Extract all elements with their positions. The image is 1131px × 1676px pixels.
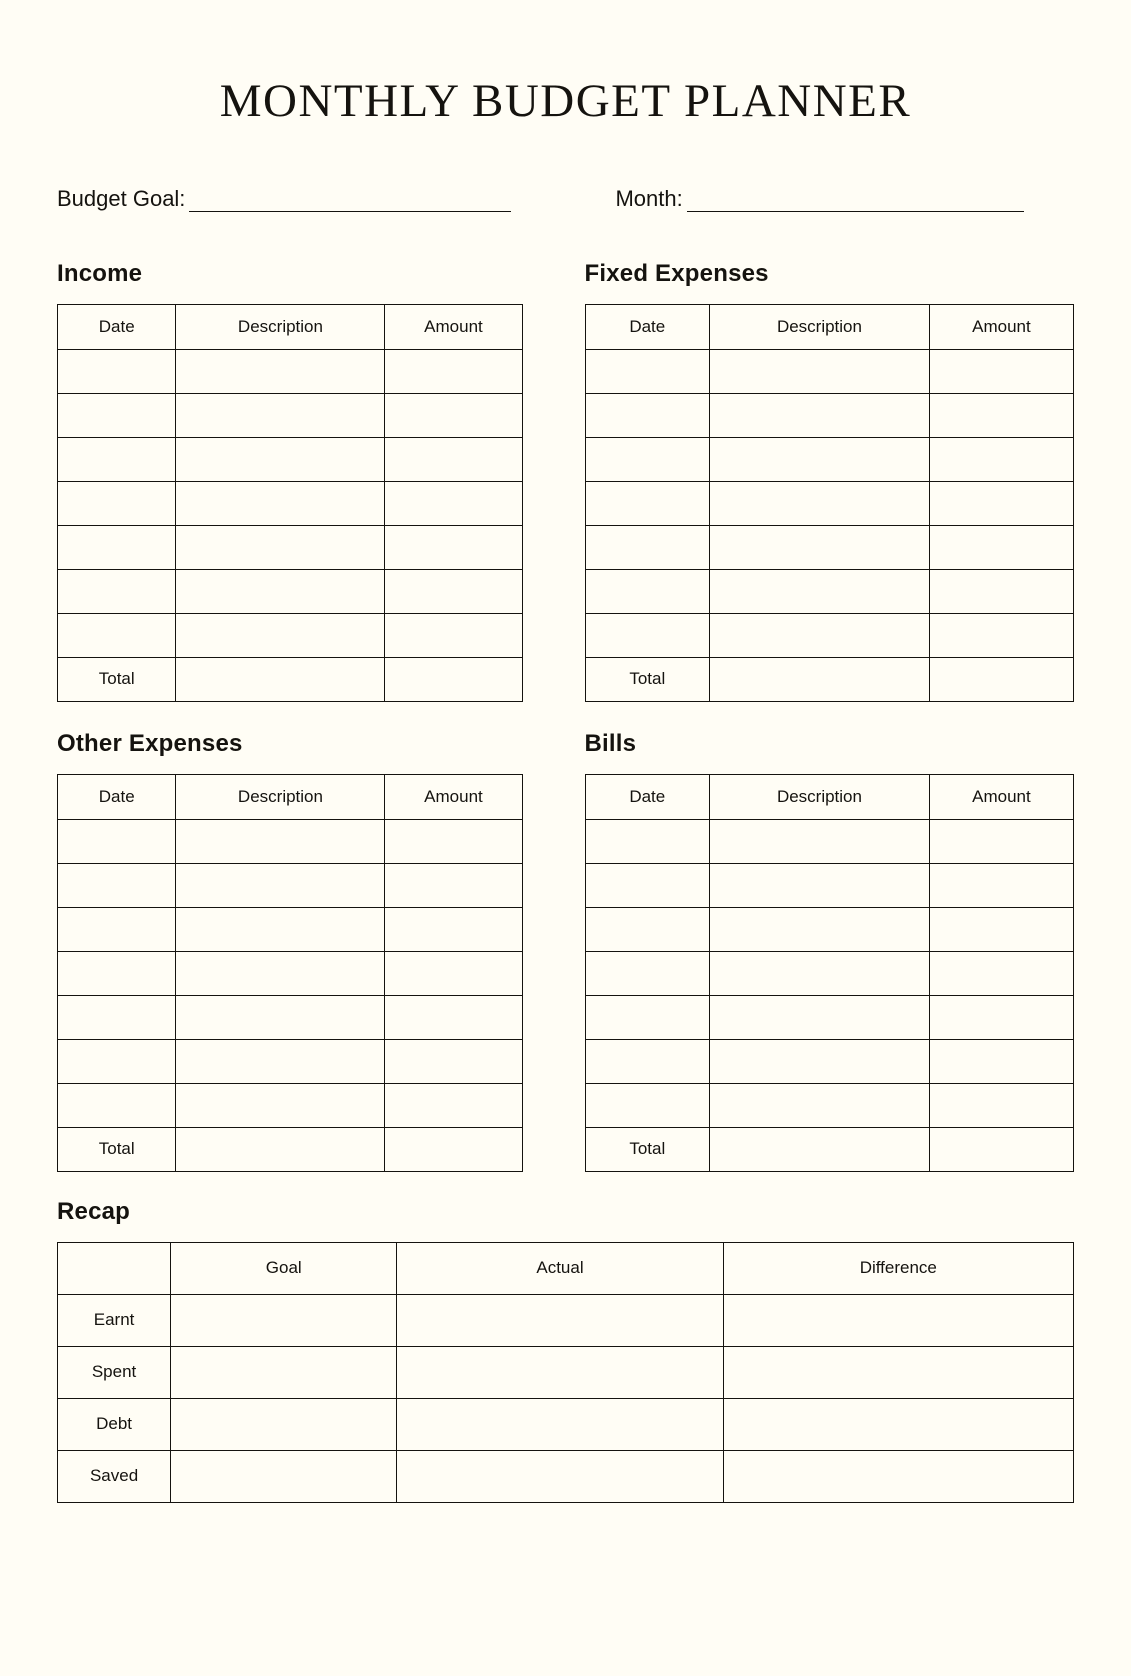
column-header-date: Date (58, 774, 176, 819)
cell-amount[interactable] (385, 1039, 522, 1083)
total-description[interactable] (710, 657, 930, 701)
table-header-row (585, 304, 1074, 349)
cell-actual[interactable] (397, 1450, 723, 1502)
meta-row (57, 186, 1074, 212)
cell-description[interactable] (176, 995, 385, 1039)
column-header-amount: Amount (929, 774, 1073, 819)
cell-amount[interactable] (929, 907, 1073, 951)
budget-goal-field[interactable] (57, 186, 511, 212)
cell-amount[interactable] (929, 951, 1073, 995)
total-label: Total (585, 657, 710, 701)
column-header-goal: Goal (171, 1242, 397, 1294)
cell-description[interactable] (710, 481, 930, 525)
table-total-row (585, 657, 1074, 701)
total-description[interactable] (710, 1127, 930, 1171)
row-label-spent: Spent (58, 1346, 171, 1398)
cell-date[interactable] (58, 481, 176, 525)
cell-actual[interactable] (397, 1398, 723, 1450)
total-label: Total (58, 1127, 176, 1171)
cell-amount[interactable] (929, 393, 1073, 437)
cell-description[interactable] (710, 613, 930, 657)
table-header-row (585, 774, 1074, 819)
cell-date[interactable] (585, 525, 710, 569)
cell-description[interactable] (176, 437, 385, 481)
budget-goal-input[interactable] (189, 189, 511, 212)
cell-description[interactable] (176, 1083, 385, 1127)
table-row (58, 951, 523, 995)
cell-amount[interactable] (385, 525, 522, 569)
table-row (585, 863, 1074, 907)
column-header-date: Date (585, 304, 710, 349)
cell-description[interactable] (710, 349, 930, 393)
row-label-debt: Debt (58, 1398, 171, 1450)
table-row (58, 525, 523, 569)
cell-amount[interactable] (929, 481, 1073, 525)
cell-goal[interactable] (171, 1294, 397, 1346)
cell-amount[interactable] (929, 437, 1073, 481)
month-input[interactable] (687, 189, 1024, 212)
table-row (58, 1083, 523, 1127)
total-description[interactable] (176, 657, 385, 701)
cell-amount[interactable] (385, 437, 522, 481)
cell-amount[interactable] (929, 1083, 1073, 1127)
cell-date[interactable] (58, 863, 176, 907)
table-row (58, 613, 523, 657)
table-row (585, 349, 1074, 393)
cell-date[interactable] (58, 1039, 176, 1083)
cell-amount[interactable] (385, 863, 522, 907)
cell-description[interactable] (710, 951, 930, 995)
cell-date[interactable] (58, 349, 176, 393)
section-bills-heading: Bills (584, 729, 637, 757)
cell-goal[interactable] (171, 1346, 397, 1398)
cell-date[interactable] (58, 951, 176, 995)
cell-description[interactable] (176, 525, 385, 569)
table-row (585, 907, 1074, 951)
cell-difference[interactable] (723, 1294, 1073, 1346)
cell-amount[interactable] (385, 1083, 522, 1127)
table-row (585, 995, 1074, 1039)
cell-date[interactable] (58, 525, 176, 569)
cell-description[interactable] (176, 1039, 385, 1083)
table-total-row (585, 1127, 1074, 1171)
cell-description[interactable] (176, 863, 385, 907)
table-row (58, 349, 523, 393)
section-income (57, 260, 566, 702)
cell-amount[interactable] (929, 349, 1073, 393)
column-header-amount: Amount (385, 304, 522, 349)
table-total-row (58, 657, 523, 701)
cell-description[interactable] (176, 907, 385, 951)
cell-goal[interactable] (171, 1398, 397, 1450)
table-row (585, 525, 1074, 569)
cell-description[interactable] (710, 569, 930, 613)
page-title: MONTHLY BUDGET PLANNER (219, 75, 912, 127)
cell-date[interactable] (585, 349, 710, 393)
cell-amount[interactable] (929, 995, 1073, 1039)
column-header-description: Description (176, 774, 385, 819)
table-header-row (58, 1242, 1074, 1294)
cell-date[interactable] (58, 1083, 176, 1127)
table-row (585, 481, 1074, 525)
total-amount[interactable] (385, 1127, 522, 1171)
cell-description[interactable] (176, 613, 385, 657)
cell-date[interactable] (58, 393, 176, 437)
table-row (58, 819, 523, 863)
sections-grid (57, 260, 1074, 1172)
other-expenses-table (57, 774, 523, 1172)
cell-amount[interactable] (929, 613, 1073, 657)
section-other-expenses (57, 702, 566, 1172)
table-row (58, 907, 523, 951)
cell-description[interactable] (176, 393, 385, 437)
table-header-row (58, 304, 523, 349)
cell-difference[interactable] (723, 1450, 1073, 1502)
cell-description[interactable] (710, 437, 930, 481)
table-row (58, 393, 523, 437)
cell-amount[interactable] (385, 819, 522, 863)
table-row (585, 1039, 1074, 1083)
total-amount[interactable] (385, 657, 522, 701)
total-amount[interactable] (929, 657, 1073, 701)
column-header-description: Description (710, 774, 930, 819)
column-header-date: Date (585, 774, 710, 819)
cell-difference[interactable] (723, 1398, 1073, 1450)
cell-date[interactable] (58, 907, 176, 951)
cell-amount[interactable] (929, 863, 1073, 907)
table-row (58, 1294, 1074, 1346)
cell-description[interactable] (176, 569, 385, 613)
column-header-description: Description (710, 304, 930, 349)
cell-amount[interactable] (385, 569, 522, 613)
table-row (58, 437, 523, 481)
budget-goal-label: Budget Goal: (57, 185, 186, 211)
income-table (57, 304, 523, 702)
table-row (58, 1346, 1074, 1398)
cell-description[interactable] (710, 525, 930, 569)
cell-goal[interactable] (171, 1450, 397, 1502)
cell-amount[interactable] (385, 951, 522, 995)
cell-amount[interactable] (385, 393, 522, 437)
cell-description[interactable] (710, 863, 930, 907)
cell-amount[interactable] (385, 349, 522, 393)
table-row (585, 951, 1074, 995)
month-label: Month: (615, 185, 683, 211)
column-header-date: Date (58, 304, 176, 349)
cell-description[interactable] (710, 907, 930, 951)
month-field[interactable] (615, 186, 1023, 212)
row-label-saved: Saved (58, 1450, 171, 1502)
cell-date[interactable] (58, 819, 176, 863)
cell-date[interactable] (585, 1083, 710, 1127)
column-header-difference: Difference (723, 1242, 1073, 1294)
cell-date[interactable] (585, 907, 710, 951)
cell-description[interactable] (710, 995, 930, 1039)
cell-date[interactable] (58, 613, 176, 657)
cell-difference[interactable] (723, 1346, 1073, 1398)
cell-date[interactable] (585, 819, 710, 863)
section-recap-heading: Recap (57, 1197, 131, 1225)
cell-actual[interactable] (397, 1346, 723, 1398)
table-row (585, 569, 1074, 613)
section-income-heading: Income (57, 259, 143, 287)
budget-planner-page (0, 76, 1131, 1676)
cell-date[interactable] (585, 1039, 710, 1083)
section-other-expenses-heading: Other Expenses (57, 729, 243, 757)
cell-date[interactable] (58, 569, 176, 613)
cell-amount[interactable] (929, 525, 1073, 569)
section-recap (57, 1198, 1074, 1503)
cell-description[interactable] (176, 481, 385, 525)
cell-date[interactable] (58, 437, 176, 481)
cell-actual[interactable] (397, 1294, 723, 1346)
section-fixed-expenses-heading: Fixed Expenses (584, 259, 769, 287)
cell-description[interactable] (710, 1039, 930, 1083)
table-header-row (58, 774, 523, 819)
cell-date[interactable] (585, 481, 710, 525)
table-row (585, 819, 1074, 863)
cell-description[interactable] (176, 349, 385, 393)
table-row (58, 1039, 523, 1083)
cell-date[interactable] (585, 951, 710, 995)
recap-table (57, 1242, 1074, 1503)
cell-amount[interactable] (929, 819, 1073, 863)
column-header-amount: Amount (385, 774, 522, 819)
table-row (58, 863, 523, 907)
cell-date[interactable] (58, 995, 176, 1039)
column-header-amount: Amount (929, 304, 1073, 349)
table-row (585, 1083, 1074, 1127)
table-row (58, 569, 523, 613)
total-label: Total (58, 657, 176, 701)
cell-amount[interactable] (385, 995, 522, 1039)
cell-date[interactable] (585, 569, 710, 613)
cell-date[interactable] (585, 995, 710, 1039)
table-row (585, 393, 1074, 437)
section-bills (566, 702, 1075, 1172)
section-fixed-expenses (566, 260, 1075, 702)
table-row (58, 995, 523, 1039)
column-header-blank (58, 1242, 171, 1294)
row-label-earnt: Earnt (58, 1294, 171, 1346)
column-header-actual: Actual (397, 1242, 723, 1294)
column-header-description: Description (176, 304, 385, 349)
cell-amount[interactable] (385, 613, 522, 657)
cell-amount[interactable] (385, 481, 522, 525)
cell-date[interactable] (585, 613, 710, 657)
table-row (58, 1450, 1074, 1502)
cell-description[interactable] (710, 1083, 930, 1127)
fixed-expenses-table (585, 304, 1075, 702)
cell-amount[interactable] (385, 907, 522, 951)
cell-description[interactable] (176, 951, 385, 995)
total-amount[interactable] (929, 1127, 1073, 1171)
table-row (585, 437, 1074, 481)
table-row (58, 481, 523, 525)
cell-date[interactable] (585, 393, 710, 437)
table-row (585, 613, 1074, 657)
cell-date[interactable] (585, 863, 710, 907)
cell-description[interactable] (710, 393, 930, 437)
total-label: Total (585, 1127, 710, 1171)
cell-description[interactable] (176, 819, 385, 863)
total-description[interactable] (176, 1127, 385, 1171)
cell-description[interactable] (710, 819, 930, 863)
cell-amount[interactable] (929, 569, 1073, 613)
cell-date[interactable] (585, 437, 710, 481)
cell-amount[interactable] (929, 1039, 1073, 1083)
table-row (58, 1398, 1074, 1450)
table-total-row (58, 1127, 523, 1171)
bills-table (585, 774, 1075, 1172)
